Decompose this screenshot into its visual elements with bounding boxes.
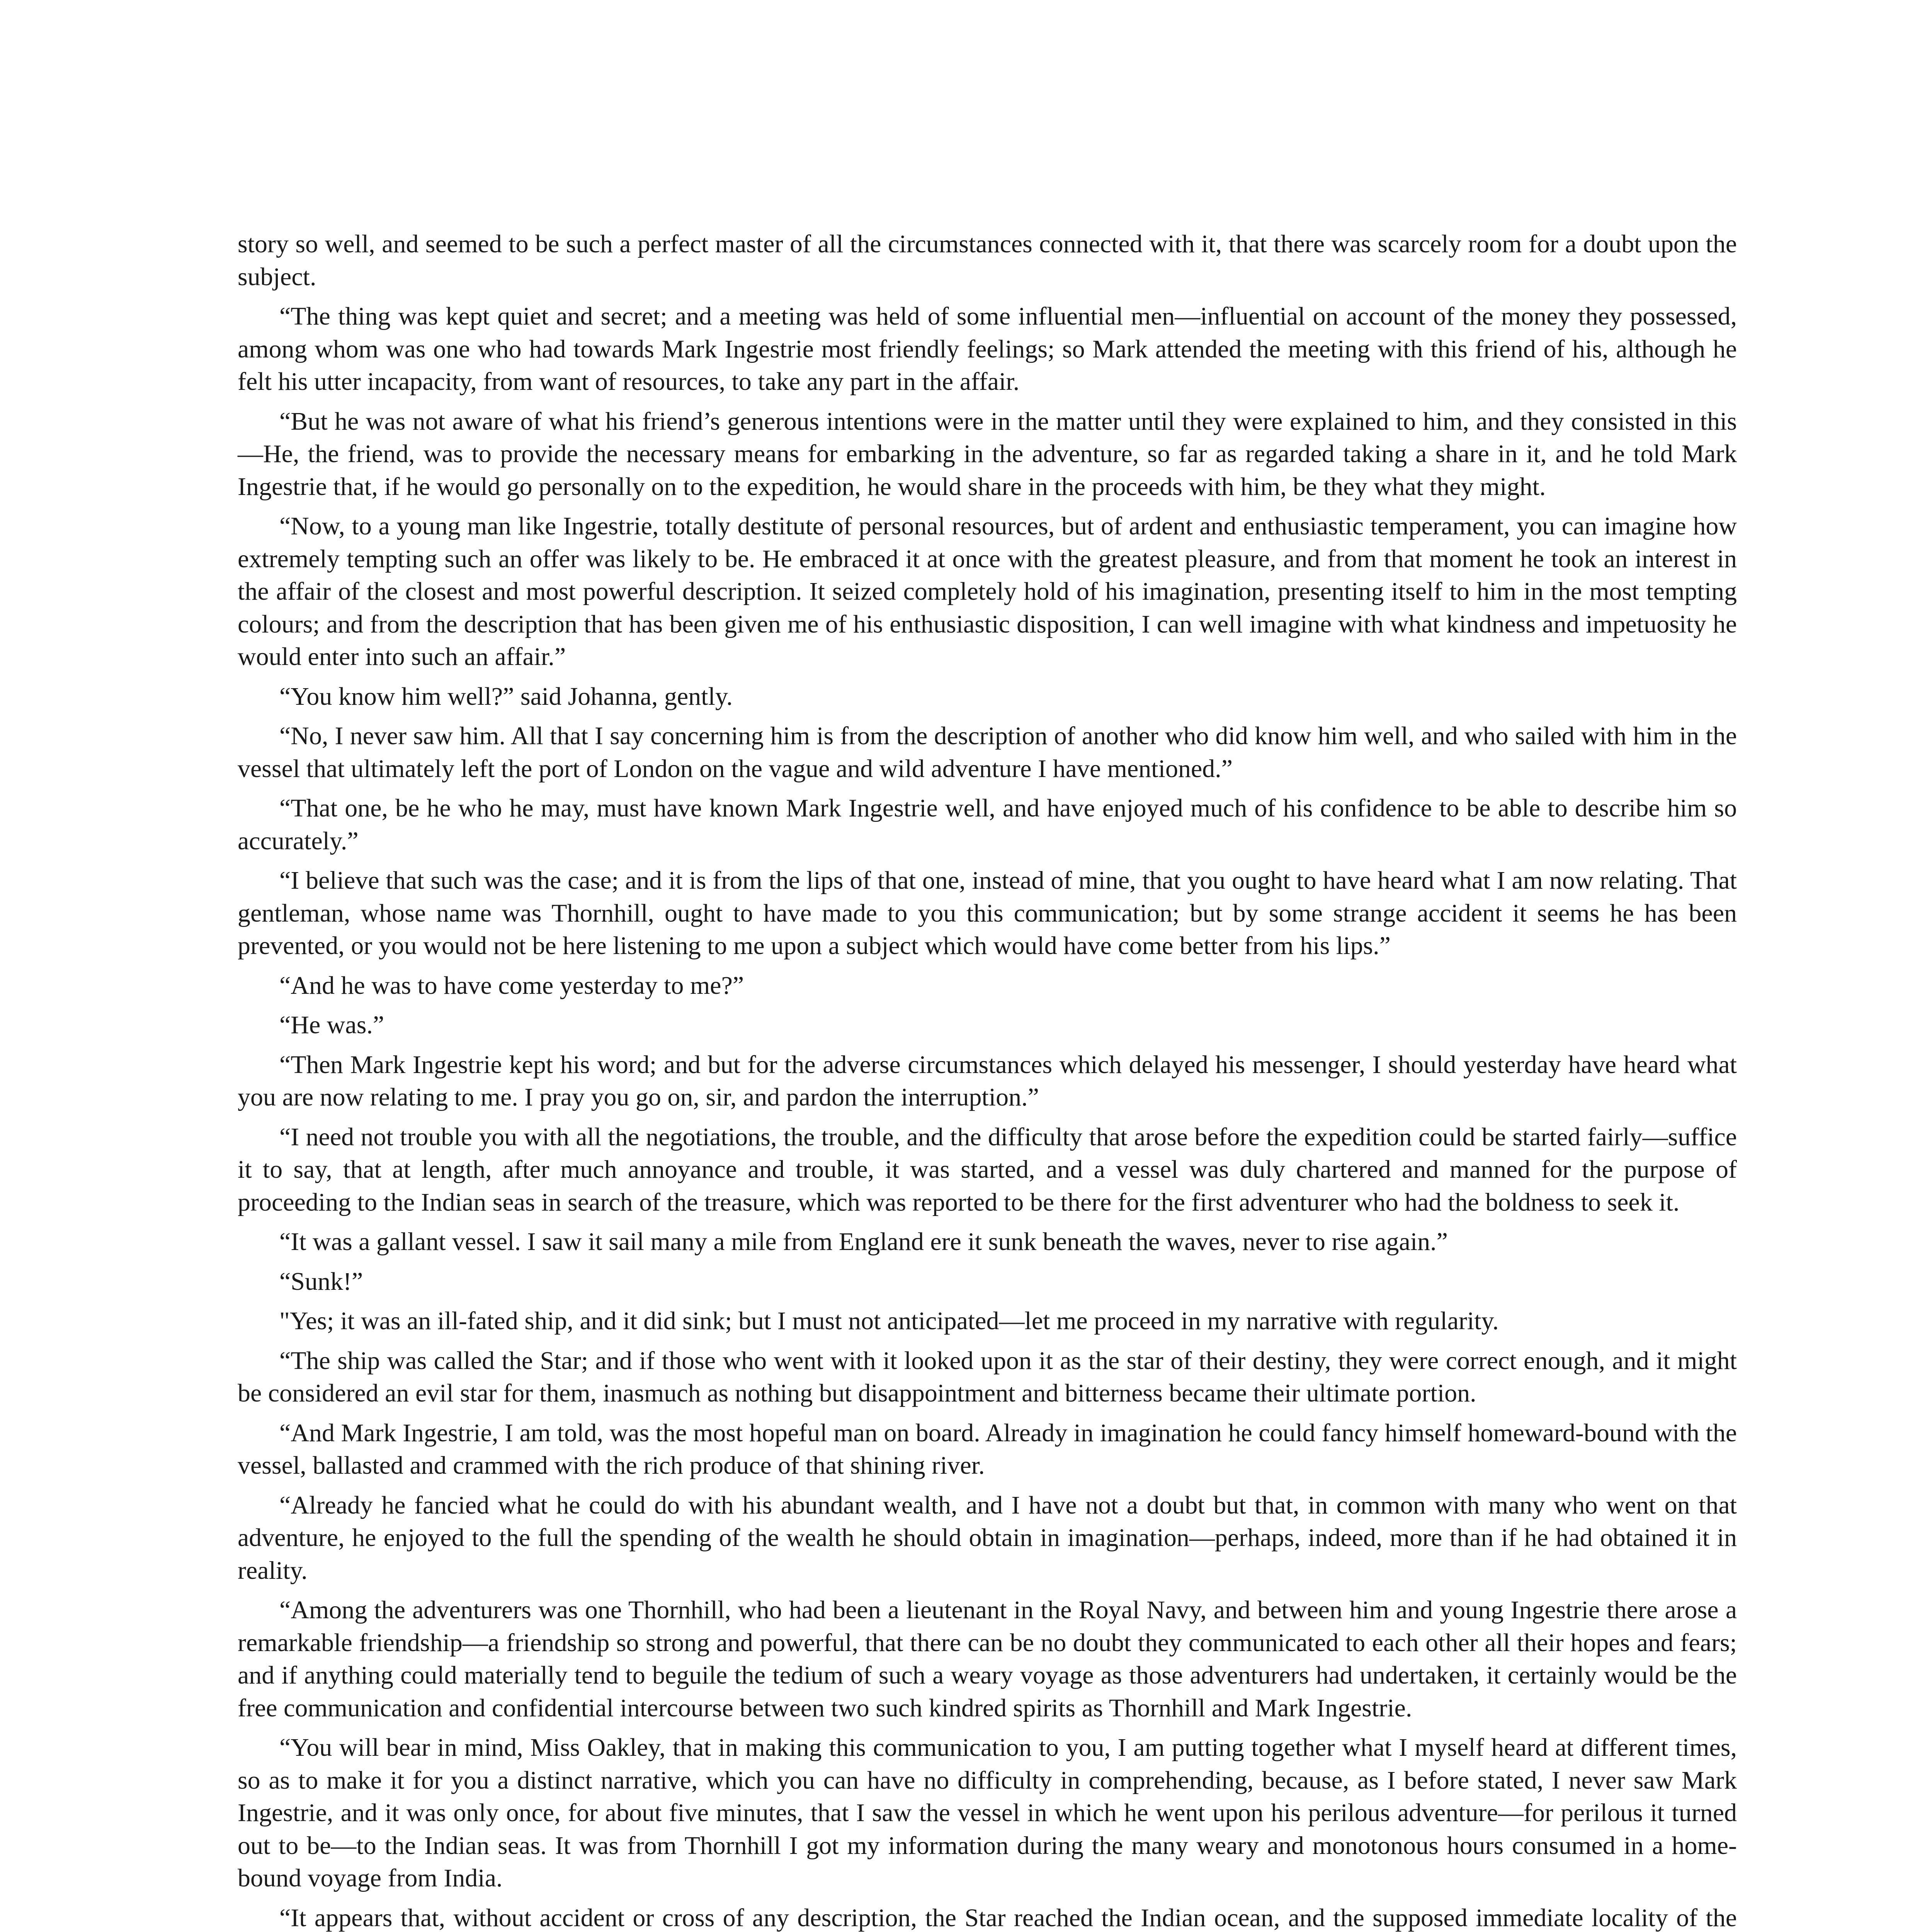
paragraph: “Sunk!” xyxy=(279,1267,363,1296)
paragraph: “Already he fancied what he could do with his abundant wealth, and I have not a doubt but that, in common with many who went on that adventure, he enjoyed to the full the spending of the wealth he should obtain in imagination—perhaps, indeed, more than if he had obtained it in reality. xyxy=(238,1491,1737,1585)
paragraph: “The thing was kept quiet and secret; and a meeting was held of some influential men—influential on account of the money they possessed, among whom was one who had towards Mark Ingestrie most friendly feelings; so Mark attended the meeting with this friend of his, although he felt his utter incapacity, from want of resources, to take any part in the affair. xyxy=(238,302,1737,396)
paragraph: “He was.” xyxy=(279,1011,384,1039)
paragraph: “I believe that such was the case; and it is from the lips of that one, instead of mine, that you ought to have heard what I am now relating. That gentleman, whose name was Thornhill, ought to have made to you this communication; but by some strange accident it seems he has been prevented, or you would not be here listening to me upon a subject which would have come better from his lips.” xyxy=(238,866,1737,960)
page-body xyxy=(238,228,1737,1932)
paragraph: “It appears that, without accident or cross of any description, the Star reached the Indian ocean, and the supposed immediate locality of the xyxy=(279,1903,1737,1932)
paragraph: “And Mark Ingestrie, I am told, was the most hopeful man on board. Already in imagination he could fancy himself homeward-bound with the vessel, ballasted and crammed with the rich produce of that shining river. xyxy=(238,1418,1737,1480)
paragraph: “And he was to have come yesterday to me?” xyxy=(279,971,744,1000)
paragraph: “No, I never saw him. All that I say concerning him is from the description of another who did know him well, and who sailed with him in the vessel that ultimately left the port of London on the vague and wild adventure I have mentioned.” xyxy=(238,722,1737,783)
paragraph: “Then Mark Ingestrie kept his word; and but for the adverse circumstances which delayed his messenger, I should yesterday have heard what you are now relating to me. I pray you go on, sir, and pardon the interruption.” xyxy=(238,1050,1737,1111)
paragraph: “You know him well?” said Johanna, gently. xyxy=(279,682,733,711)
paragraph: "Yes; it was an ill-fated ship, and it did sink; but I must not anticipated—let me proceed in my narrative with regularity. xyxy=(279,1307,1499,1335)
paragraph: “That one, be he who he may, must have known Mark Ingestrie well, and have enjoyed much of his confidence to be able to describe him so accurately.” xyxy=(238,794,1737,855)
paragraph: “Now, to a young man like Ingestrie, totally destitute of personal resources, but of ardent and enthusiastic temperament, you can imagine how extremely tempting such an offer was likely to be. He embraced it at once with the greatest pleasure, and from that moment he took an interest in the affair of the closest and most powerful description. It seized completely hold of his imagination, presenting itself to him in the most tempting colours; and from the description that has been given me of his enthusiastic disposition, I can well imagine with what kindness and impetuosity he would enter into such an affair.” xyxy=(238,512,1737,671)
paragraph: “I need not trouble you with all the negotiations, the trouble, and the difficulty that arose before the expedition could be started fairly—suffice it to say, that at length, after much annoyance and trouble, it was started, and a vessel was duly chartered and manned for the purpose of proceeding to the Indian seas in search of the treasure, which was reported to be there for the first adventurer who had the boldness to seek it. xyxy=(238,1122,1737,1216)
paragraph: “You will bear in mind, Miss Oakley, that in making this communication to you, I am putting together what I myself heard at different times, so as to make it for you a distinct narrative, which you can have no difficulty in comprehending, because, as I before stated, I never saw Mark Ingestrie, and it was only once, for about five minutes, that I saw the vessel in which he went upon his perilous adventure—for perilous it turned out to be—to the Indian seas. It was from Thornhill I got my information during the many weary and monotonous hours consumed in a home-bound voyage from India. xyxy=(238,1733,1737,1892)
paragraph: story so well, and seemed to be such a perfect master of all the circumstances connected with it, that there was scarcely room for a doubt upon the subject. xyxy=(238,230,1737,291)
paragraph: “It was a gallant vessel. I saw it sail many a mile from England ere it sunk beneath the waves, never to rise again.” xyxy=(279,1228,1448,1256)
paragraph: “But he was not aware of what his friend’s generous intentions were in the matter until they were explained to him, and they consisted in this—He, the friend, was to provide the necessary means for embarking in the adventure, so far as regarded taking a share in it, and he told Mark Ingestrie that, if he would go personally on to the expedition, he would share in the proceeds with him, be they what they might. xyxy=(238,407,1737,501)
paragraph: “The ship was called the Star; and if those who went with it looked upon it as the star of their destiny, they were correct enough, and it might be considered an evil star for them, inasmuch as nothing but disappointment and bitterness became their ultimate portion. xyxy=(238,1346,1737,1407)
paragraph: “Among the adventurers was one Thornhill, who had been a lieutenant in the Royal Navy, and between him and young Ingestrie there arose a remarkable friendship—a friendship so strong and powerful, that there can be no doubt they communicated to each other all their hopes and fears; and if anything could materially tend to beguile the tedium of such a weary voyage as those adventurers had undertaken, it certainly would be the free communication and confidential intercourse between two such kindred spirits as Thornhill and Mark Ingestrie. xyxy=(238,1596,1737,1722)
